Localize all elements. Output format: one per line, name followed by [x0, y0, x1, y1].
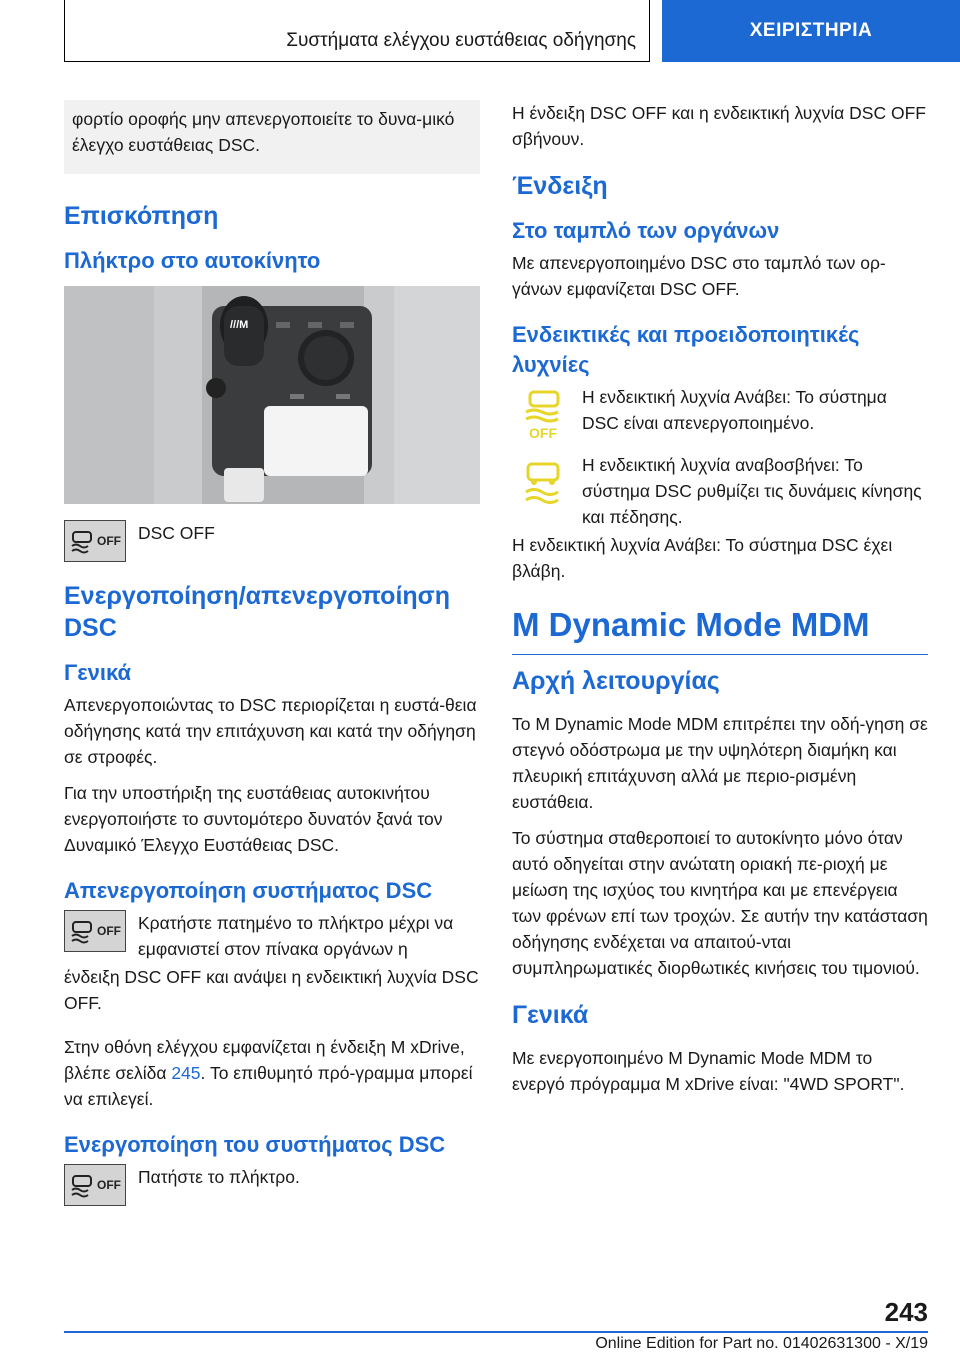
- section-title: Συστήματα ελέγχου ευστάθειας οδήγησης: [286, 30, 636, 51]
- dsc-off-button-row: [64, 520, 480, 562]
- left-column: [64, 100, 480, 1208]
- paragraph-cluster: Με απενεργοποιημένο DSC στο ταμπλό των ορ-γάνων εμφανίζεται DSC OFF.: [512, 253, 886, 299]
- paragraph-general-mdm: Με ενεργοποιημένο M Dynamic Mode MDM το ενεργό πρόγραμμα M xDrive είναι: "4WD SPORT".: [512, 1048, 905, 1094]
- dsc-active-lamp-icon: [516, 456, 572, 512]
- m-logo: ///M: [230, 319, 249, 331]
- off-text: OFF: [97, 534, 121, 548]
- edition-footer: Online Edition for Part no. 01402631300 - X/19: [595, 1335, 928, 1352]
- heading-general-mdm: Γενικά: [512, 1001, 589, 1029]
- console-illustration: [64, 286, 480, 504]
- heading-m-dynamic-mode: M Dynamic Mode MDM: [512, 602, 928, 655]
- paragraph-principle-2: Το σύστημα σταθεροποιεί το αυτοκίνητο μόνο όταν αυτό οδηγείται στην ανώτατη οριακή πε-ριοχή με μείωση της ισχύος του κινητήρα και με επενέργεια των φρένων επί των τροχών. Σε αυτήν την κατάσταση οδήγησης ενδέχεται να απαιτού-νται συμπληρωματικές διορθωτικές κινήσεις του τιμονιού.: [512, 828, 928, 978]
- lamp-off-text: OFF: [529, 425, 557, 441]
- lamp-dsc-off-row: [512, 384, 928, 444]
- footer-divider: [64, 1331, 928, 1333]
- paragraph-dsc-fault: Η ενδεικτική λυχνία Ανάβει: Το σύστημα DSC έχει βλάβη.: [512, 535, 893, 581]
- heading-deactivate-dsc: Απενεργοποίηση συστήματος DSC: [64, 878, 433, 903]
- paragraph-deactivate-b: ένδειξη DSC OFF και ανάψει η ενδεικτική λυχνία DSC OFF.: [64, 967, 479, 1013]
- dsc-off-button-icon-3: [64, 1164, 126, 1206]
- paragraph-display-off: Η ένδειξη DSC OFF και η ενδεικτική λυχνία DSC OFF σβήνουν.: [512, 103, 926, 149]
- lamp-dsc-active-text: Η ενδεικτική λυχνία αναβοσβήνει: Το σύστημα DSC ρυθμίζει τις δυνάμεις κίνησης και πέδησης.: [582, 455, 922, 527]
- paragraph-deactivate-a: Κρατήστε πατημένο το πλήκτρο μέχρι να εμφανιστεί στον πίνακα οργάνων η: [138, 913, 454, 959]
- dsc-off-label: DSC OFF: [138, 523, 215, 543]
- heading-indication: Ένδειξη: [512, 172, 608, 200]
- warning-note: φορτίο οροφής μην απενεργοποιείτε το δυνα-μικό έλεγχο ευστάθειας DSC.: [64, 100, 480, 174]
- paragraph-general-2: Για την υποστήριξη της ευστάθειας αυτοκινήτου ενεργοποιήστε το συντομότερο δυνατόν ξανά τον Δυναμικό Έλεγχο Ευστάθειας DSC.: [64, 783, 443, 855]
- page-number: 243: [884, 1297, 928, 1327]
- dsc-off-button-icon-2: [64, 910, 126, 952]
- heading-general: Γενικά: [64, 660, 132, 685]
- off-text: OFF: [97, 1178, 121, 1192]
- skid-car-icon: [69, 918, 95, 944]
- display-text-b: . Το επιθυμητό πρό-γραμμα μπορεί να επιλεγεί.: [64, 1063, 473, 1109]
- heading-activate-dsc: Ενεργοποίηση/απενεργοποίηση DSC: [64, 582, 451, 642]
- dsc-off-lamp-icon: [516, 388, 572, 444]
- display-text-a: Στην οθόνη ελέγχου εμφανίζεται η ένδειξη M xDrive, βλέπε σελίδα: [64, 1037, 465, 1083]
- dsc-off-button-icon: [64, 520, 126, 562]
- heading-enable-dsc: Ενεργοποίηση του συστήματος DSC: [64, 1132, 446, 1157]
- deactivate-row: [64, 910, 480, 962]
- right-column: [512, 100, 928, 1107]
- heading-overview: Επισκόπηση: [64, 202, 219, 230]
- page-link-245[interactable]: 245: [171, 1063, 201, 1083]
- heading-principle: Αρχή λειτουργίας: [512, 667, 720, 695]
- chapter-tab: [662, 0, 960, 62]
- paragraph-principle-1: Το M Dynamic Mode MDM επιτρέπει την οδή-γηση σε στεγνό οδόστρωμα με την υψηλότερη διαμήκη και πλευρική επιτάχυνση αλλά με περιο-ρισμένη ευστάθεια.: [512, 714, 928, 812]
- paragraph-enable: Πατήστε το πλήκτρο.: [138, 1167, 300, 1187]
- paragraph-general-1: Απενεργοποιώντας το DSC περιορίζεται η ευστά-θεια οδήγησης κατά την επιτάχυνση και κατά την οδήγηση σε στροφές.: [64, 695, 477, 767]
- lamp-dsc-off-text: Η ενδεικτική λυχνία Ανάβει: Το σύστημα DSC είναι απενεργοποιημένο.: [582, 387, 887, 433]
- skid-car-icon: [69, 1172, 95, 1198]
- paragraph-control-display: [64, 1034, 480, 1112]
- chapter-label: ΧΕΙΡΙΣΤΗΡΙΑ: [749, 20, 873, 41]
- heading-indicator-lamps: Ενδεικτικές και προειδοποιητικές λυχνίες: [512, 322, 860, 377]
- off-text: OFF: [97, 924, 121, 938]
- skid-car-icon: [69, 528, 95, 554]
- center-console-photo: [64, 286, 480, 504]
- heading-instrument-cluster: Στο ταμπλό των οργάνων: [512, 218, 780, 243]
- enable-row: [64, 1164, 480, 1206]
- heading-button-in-car: Πλήκτρο στο αυτοκίνητο: [64, 248, 321, 273]
- lamp-dsc-active-row: [512, 452, 928, 530]
